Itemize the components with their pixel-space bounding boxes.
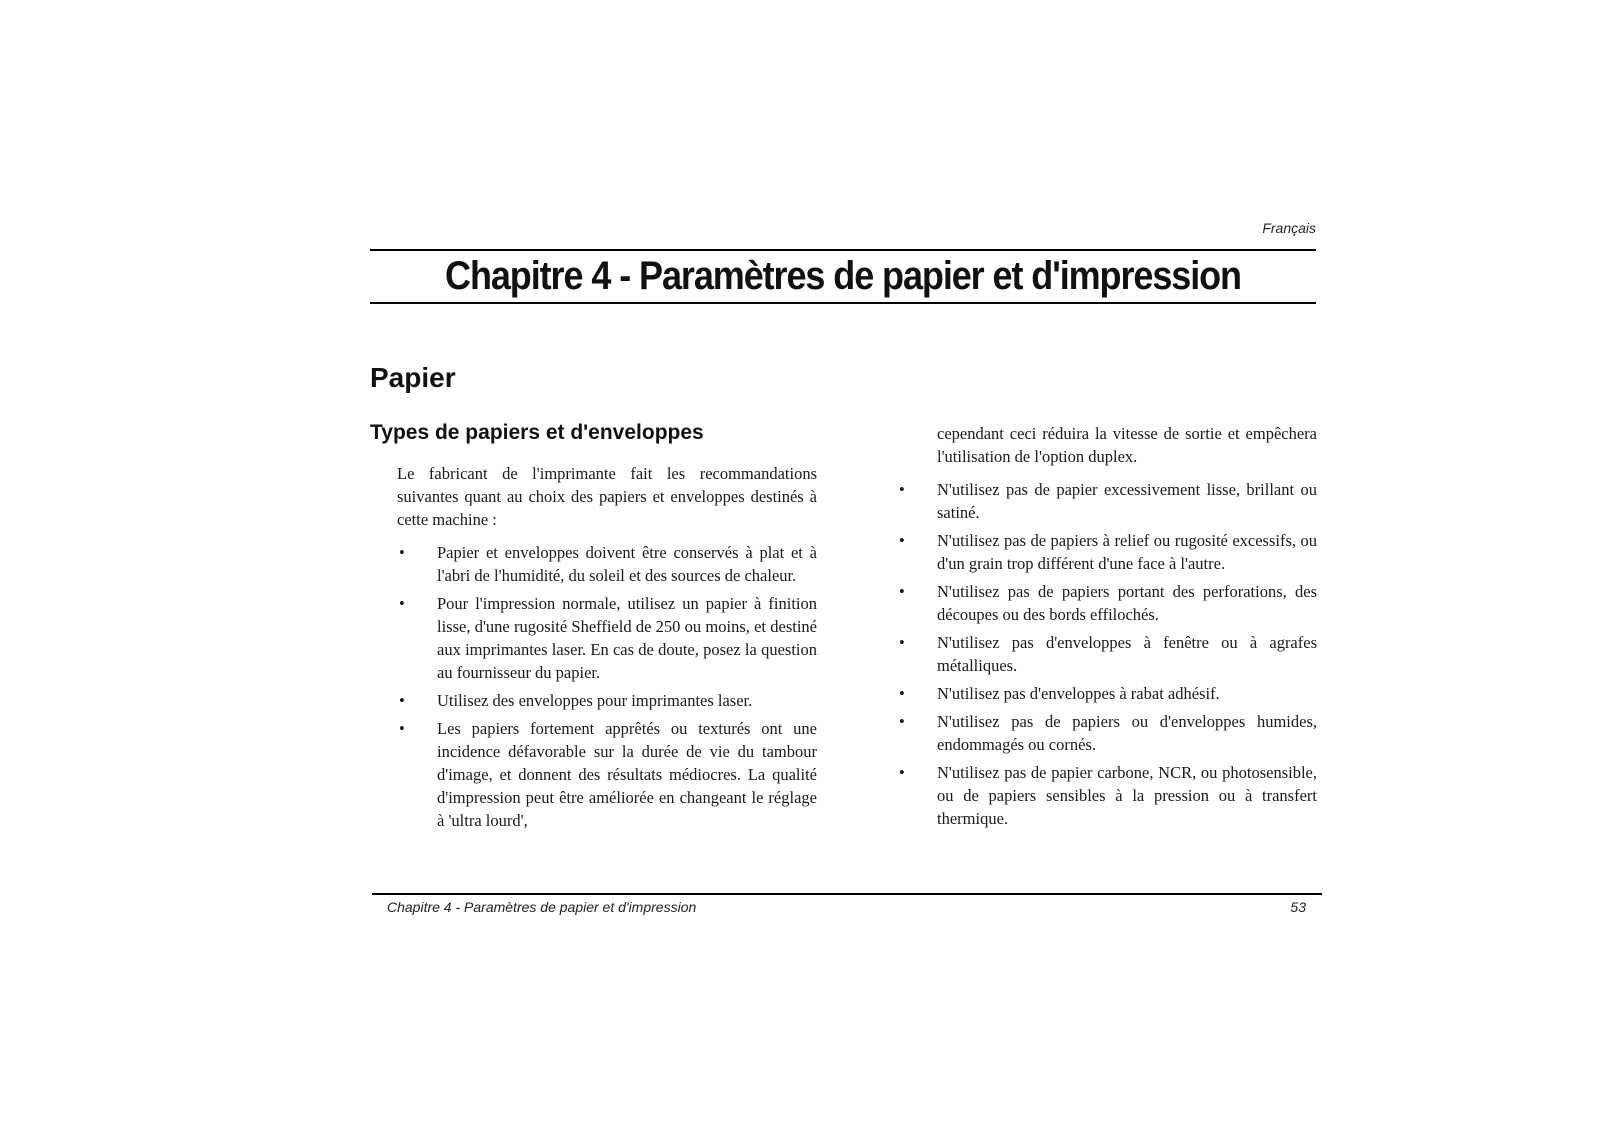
left-column [397, 462, 817, 837]
left-bullet-list [397, 541, 817, 832]
bullet-icon: • [899, 712, 905, 731]
list-item: • N'utilisez pas d'enveloppes à fenêtre ou à agrafes métalliques. [899, 633, 1317, 675]
bullet-icon: • [399, 719, 405, 738]
list-item: • N'utilisez pas de papiers portant des perforations, des découpes ou des bords effilochés. [899, 582, 1317, 624]
bullet-icon: • [899, 633, 905, 652]
right-column [897, 422, 1317, 835]
subsection-title: Types de papiers et d'enveloppes [370, 421, 704, 444]
continuation-paragraph: cependant ceci réduira la vitesse de sortie et empêchera l'utilisation de l'option duplex. [937, 424, 1317, 466]
bullet-icon: • [899, 684, 905, 703]
footer-chapter: Chapitre 4 - Paramètres de papier et d'impression [387, 899, 697, 915]
header-rule-bottom [370, 302, 1316, 304]
list-item: • N'utilisez pas de papiers ou d'enveloppes humides, endommagés ou cornés. [899, 712, 1317, 754]
bullet-icon: • [399, 543, 405, 562]
bullet-icon: • [899, 763, 905, 782]
list-item: • Pour l'impression normale, utilisez un papier à finition lisse, d'une rugosité Sheffield de 250 ou moins, et destiné aux imprimantes laser. En cas de doute, posez la question au fournisseur du papier. [399, 594, 817, 682]
list-item: • N'utilisez pas de papier carbone, NCR, ou photosensible, ou de papiers sensibles à la pression ou à transfert thermique. [899, 763, 1317, 828]
bullet-icon: • [899, 480, 905, 499]
chapter-title: Chapitre 4 - Paramètres de papier et d'impression [445, 254, 1241, 298]
page-number: 53 [1290, 899, 1306, 915]
list-item: • N'utilisez pas de papiers à relief ou rugosité excessifs, ou d'un grain trop différent d'une face à l'autre. [899, 531, 1317, 573]
list-item: • N'utilisez pas d'enveloppes à rabat adhésif. [899, 684, 1220, 703]
header-language: Français [1262, 220, 1316, 236]
bullet-icon: • [399, 594, 405, 613]
list-item: • Les papiers fortement apprêtés ou texturés ont une incidence défavorable sur la durée de vie du tambour d'image, et donnent des résultats médiocres. La qualité d'impression peut être améliorée en changeant le réglage à 'ultra lourd', [399, 719, 817, 830]
list-item: • N'utilisez pas de papier excessivement lisse, brillant ou satiné. [899, 480, 1317, 522]
list-item: • Utilisez des enveloppes pour imprimantes laser. [399, 691, 753, 710]
intro-paragraph: Le fabricant de l'imprimante fait les recommandations suivantes quant au choix des papiers et enveloppes destinés à cette machine : [397, 464, 817, 529]
footer-rule [372, 893, 1322, 895]
list-item: • Papier et enveloppes doivent être conservés à plat et à l'abri de l'humidité, du soleil et des sources de chaleur. [399, 543, 817, 585]
bullet-icon: • [399, 691, 405, 710]
bullet-icon: • [899, 531, 905, 550]
section-title: Papier [370, 362, 456, 393]
right-bullet-list [897, 478, 1317, 830]
bullet-icon: • [899, 582, 905, 601]
